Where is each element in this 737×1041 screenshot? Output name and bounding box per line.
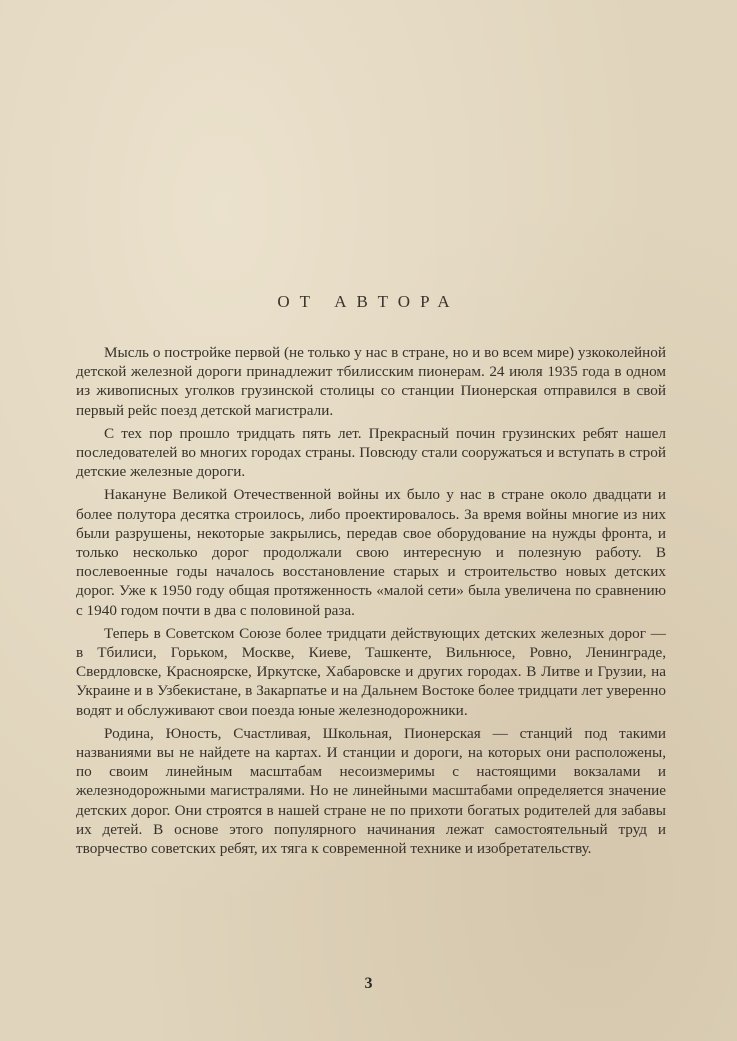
paragraph: Родина, Юность, Счастливая, Школьная, Пионерская — станций под такими названиями вы не найдете на картах. И станции и дороги, на которых они расположены, по своим линейным масштабам несоизмеримы с настоящими вокзалами и железнодорожными магистралями. Но не линейными масштабами определяется значение детских дорог. Они строятся в нашей стране не по прихоти богатых родителей для забавы их детей. В основе этого популярного начинания лежат самостоятельный труд и творчество советских ребят, их тяга к современной технике и изобретательству. [76,724,666,858]
page-number: 3 [364,975,373,992]
body-text [76,343,666,862]
paragraph: Мысль о постройке первой (не только у нас в стране, но и во всем мире) узкоколейной детской железной дороги принадлежит тбилисским пионерам. 24 июля 1935 года в одном из живописных уголков грузинской столицы со станции Пионерская отправился в свой первый рейс поезд детской магистрали. [76,344,666,419]
paragraph: Накануне Великой Отечественной войны их было у нас в стране около двадцати и более полутора десятка строилось, либо проектировалось. За время войны многие из них были разрушены, некоторые закрылись, передав свое оборудование на нужды фронта, и только несколько дорог продолжали свою интересную и полезную работу. В послевоенные годы началось восстановление старых и строительство новых детских дорог. Уже к 1950 году общая протяженность «малой сети» была увеличена по сравнению с 1940 годом почти в два с половиной раза. [76,486,666,619]
chapter-heading: ОТ АВТОРА [277,292,460,311]
paragraph: С тех пор прошло тридцать пять лет. Прекрасный почин грузинских ребят нашел последователей во многих городах страны. Повсюду стали сооружаться и вступать в строй детские железные дороги. [76,424,666,481]
paragraph: Теперь в Советском Союзе более тридцати действующих детских железных дорог — в Тбилиси, Горьком, Москве, Киеве, Ташкенте, Вильнюсе, Ровно, Ленинграде, Свердловске, Красноярске, Иркутске, Хабаровске и других городах. В Литве и Грузии, на Украине и в Узбекистане, в Закарпатье и на Дальнем Востоке более тридцати лет уверенно водят и обслуживают свои поезда юные железнодорожники. [76,624,666,719]
